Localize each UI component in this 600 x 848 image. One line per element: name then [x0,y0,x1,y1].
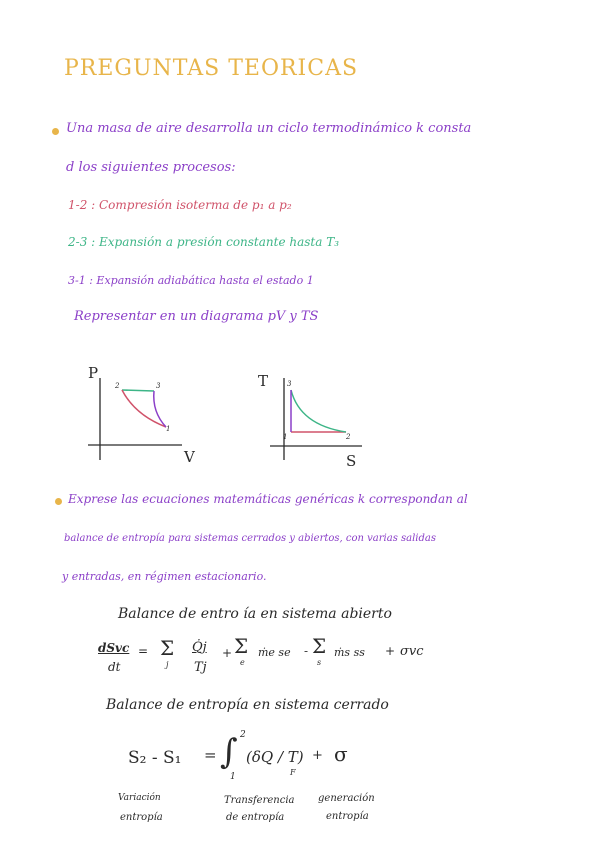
pv-point-1: 1 [166,425,171,433]
open-q-den: Tj [194,660,207,675]
label-entropy-variation-1: Variación [118,793,161,803]
page-title: PREGUNTAS TEORICAS [64,56,359,81]
process-2-3: 2-3 : Expansión a presión constante hasta T₃ [68,235,340,249]
q1-line1: Una masa de aire desarrolla un ciclo termodinámico k consta [66,121,472,136]
label-entropy-transfer-1: Transferencia [224,795,295,806]
integral-icon: ∫ [220,732,238,772]
ts-point-2: 2 [346,433,351,441]
closed-system-heading: Balance de entropía en sistema cerrado [106,697,389,713]
pv-point-3: 3 [156,382,161,390]
closed-int-upper: 2 [240,730,246,740]
ts-point-1: 1 [283,433,288,441]
open-plus-1: + [222,646,233,660]
open-sum-j-sub: j [166,660,169,669]
open-plus-2: + [385,644,396,658]
pv-point-2: 2 [115,382,120,390]
process-1-2: 1-2 : Compresión isoterma de p₁ a p₂ [68,198,292,212]
q1-task: Representar en un diagrama pV y TS [74,309,319,324]
open-sum-s-sub: s [317,658,322,667]
q1-line2: d los siguientes procesos: [66,160,236,175]
label-entropy-generation-2: entropía [326,811,369,822]
closed-lhs: S₂ - S₁ [128,748,182,768]
pv-process-1-2 [122,390,166,427]
open-lhs-num: dSvc [98,641,130,655]
label-entropy-generation-1: generación [318,793,375,804]
closed-plus: + [312,748,323,763]
closed-eq: = [204,746,217,764]
open-generation-term: σvc [400,644,424,659]
open-minus: - [304,644,309,658]
closed-sigma: σ [334,742,348,766]
pv-y-label: P [88,364,99,382]
pv-process-2-3 [122,390,154,391]
ts-x-label: S [346,452,357,470]
ts-point-3: 3 [287,380,292,388]
q2-line2: balance de entropía para sistemas cerrados y abiertos, con varias salidas [64,533,436,544]
open-sum-s: Σ [312,634,327,658]
pv-x-label: V [184,448,195,466]
open-system-heading: Balance de entro ía en sistema abierto [118,606,392,622]
q2-line3: y entradas, en régimen estacionario. [62,570,267,583]
open-lhs-den: dt [108,660,121,674]
open-outflow-term: ṁs ss [334,646,365,659]
closed-int-lower: 1 [230,772,236,782]
open-inflow-term: ṁe se [258,646,291,659]
label-entropy-variation-2: entropía [120,812,163,823]
ts-y-label: T [258,372,269,390]
closed-int-body: (δQ / T) [246,748,304,766]
open-sum-e: Σ [234,634,249,658]
open-q-num: Q̇j [192,640,207,655]
open-sum-e-sub: e [240,658,245,667]
bullet-icon [55,498,62,505]
q2-line1: Exprese las ecuaciones matemáticas genéricas k correspondan al [68,492,468,506]
label-entropy-transfer-2: de entropía [226,812,285,823]
closed-int-sub: F [290,768,296,777]
ts-process-2-3 [291,390,346,432]
open-sum-j: Σ [160,636,175,660]
process-3-1: 3-1 : Expansión adiabática hasta el estado 1 [68,274,314,287]
open-eq: = [138,644,149,658]
